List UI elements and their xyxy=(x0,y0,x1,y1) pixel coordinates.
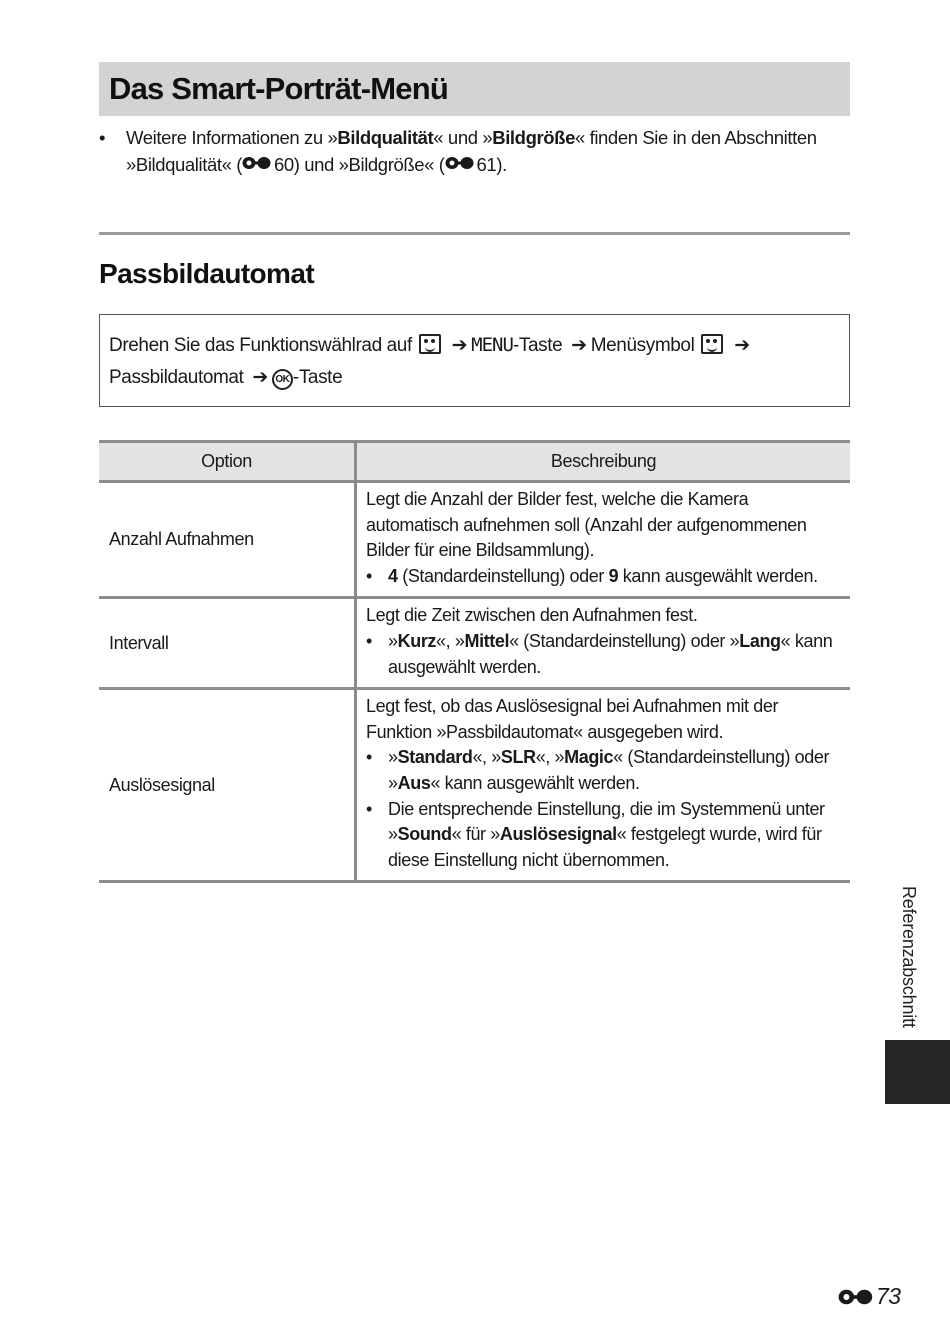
side-tab-marker xyxy=(885,1040,950,1104)
page-title: Das Smart-Porträt-Menü xyxy=(109,71,448,106)
value-standard: Standard xyxy=(397,747,473,768)
path-text-1: Drehen Sie das Funktionswählrad auf xyxy=(109,335,412,356)
ok-button-icon: OK xyxy=(272,369,293,390)
value-aus: Aus xyxy=(397,772,431,793)
smart-portrait-icon xyxy=(701,334,723,354)
smart-portrait-icon xyxy=(419,334,441,354)
bullet-text: « (Standardeinstellung) oder » xyxy=(509,630,740,651)
intro-text xyxy=(126,124,844,178)
table-row xyxy=(99,482,850,598)
path-text-2: -Taste xyxy=(512,335,563,356)
intro-text-5: ). xyxy=(496,154,507,175)
arrow-right-icon: ➔ xyxy=(252,367,268,388)
page-number-value: 73 xyxy=(876,1283,901,1309)
value-kurz: Kurz xyxy=(397,630,437,651)
title-bar xyxy=(99,62,850,116)
bullet-text: kann ausgewählt werden. xyxy=(618,565,818,586)
intro-bullet-row xyxy=(99,124,844,178)
description-bullet: • Die entsprechende Einstellung, die im Systemmenü unter »Sound« für »Auslösesignal« festgelegt wurde, wird für diese Einstellung nicht übernommen. xyxy=(366,798,825,870)
intro-text-1: Weitere Informationen zu » xyxy=(126,127,338,148)
description-bullet: • »Standard«, »SLR«, »Magic« (Standardeinstellung) oder »Aus« kann ausgewählt werden. xyxy=(366,747,830,793)
bullet-text: « kann ausgewählt werden. xyxy=(430,772,640,793)
intro-text-4: ) und »Bildgröße« ( xyxy=(293,154,445,175)
side-section-label: Referenzabschnitt xyxy=(899,886,919,1028)
bullet-text: « festgelegt wurde, wird für diese Einstellung nicht übernommen. xyxy=(388,824,822,870)
bullet-text: «, » xyxy=(436,630,465,651)
bullet-text: « kann ausgewählt werden. xyxy=(388,630,833,677)
bullet-text: «, » xyxy=(472,747,501,768)
value-lang: Lang xyxy=(739,630,781,651)
column-header-option: Option xyxy=(99,442,356,482)
ref-page-61[interactable]: 61 xyxy=(476,154,497,175)
option-cell: Intervall xyxy=(99,598,356,689)
column-header-description: Beschreibung xyxy=(356,442,851,482)
bullet-text: » xyxy=(388,747,398,768)
value-mittel: Mittel xyxy=(464,630,510,651)
value-4: 4 xyxy=(388,565,398,586)
description-cell xyxy=(356,689,851,882)
section-divider xyxy=(99,232,850,235)
description-text: Legt die Zeit zwischen den Aufnahmen fest. xyxy=(366,605,698,626)
menu-path-box xyxy=(99,314,850,407)
arrow-right-icon: ➔ xyxy=(571,335,587,356)
intro-note xyxy=(99,124,844,178)
description-text: Legt fest, ob das Auslösesignal bei Aufnahmen mit der Funktion »Passbildautomat« ausgegeben wird. xyxy=(366,696,779,742)
reference-section-icon xyxy=(242,155,272,171)
intro-text-3: « finden Sie in den Abschnitten »Bildqualität« ( xyxy=(126,127,817,175)
path-text-5: -Taste xyxy=(292,367,343,388)
option-cell: Auslösesignal xyxy=(99,689,356,882)
bildgroesse-term: Bildgröße xyxy=(492,127,575,148)
description-text: Legt die Anzahl der Bilder fest, welche die Kamera automatisch aufnehmen soll (Anzahl der aufgenommenen Bilder für eine Bildsammlung). xyxy=(366,489,807,561)
intro-text-2: « und » xyxy=(433,127,493,148)
description-bullet: • 4 (Standardeinstellung) oder 9 kann ausgewählt werden. xyxy=(366,565,818,586)
option-cell: Anzahl Aufnahmen xyxy=(99,482,356,598)
value-magic: Magic xyxy=(564,747,614,768)
description-cell xyxy=(356,482,851,598)
description-bullet: • »Kurz«, »Mittel« (Standardeinstellung) oder »Lang« kann ausgewählt werden. xyxy=(366,630,833,677)
page-number xyxy=(838,1283,901,1310)
section-title: Passbildautomat xyxy=(99,258,315,289)
arrow-right-icon: ➔ xyxy=(734,335,750,356)
arrow-right-icon: ➔ xyxy=(451,335,468,356)
bullet-text: « (Standardeinstellung) oder » xyxy=(388,747,830,793)
bullet-text: «, » xyxy=(535,747,565,768)
bullet-dot: • xyxy=(99,127,106,148)
value-sound: Sound xyxy=(397,824,452,845)
path-text-3: Menüsymbol xyxy=(590,335,695,356)
menu-button-icon: MENU xyxy=(471,334,513,356)
table-row xyxy=(99,598,850,689)
value-slr: SLR xyxy=(500,747,536,768)
value-9: 9 xyxy=(608,565,619,586)
bullet-text: (Standardeinstellung) oder xyxy=(397,565,609,586)
table-row xyxy=(99,689,850,882)
path-text-4: Passbildautomat xyxy=(109,367,244,388)
bullet-text: » xyxy=(388,630,398,651)
ref-page-60[interactable]: 60 xyxy=(273,154,294,175)
bildqualitaet-term: Bildqualität xyxy=(337,127,434,148)
bullet-text: « für » xyxy=(451,824,500,845)
reference-section-icon xyxy=(445,155,475,171)
table-header-row xyxy=(99,442,850,482)
reference-section-icon xyxy=(838,1287,874,1307)
bullet-text: Die entsprechende Einstellung, die im Systemmenü unter » xyxy=(388,798,825,845)
description-cell xyxy=(356,598,851,689)
options-table xyxy=(99,440,850,883)
value-ausloesesignal: Auslösesignal xyxy=(499,824,617,845)
